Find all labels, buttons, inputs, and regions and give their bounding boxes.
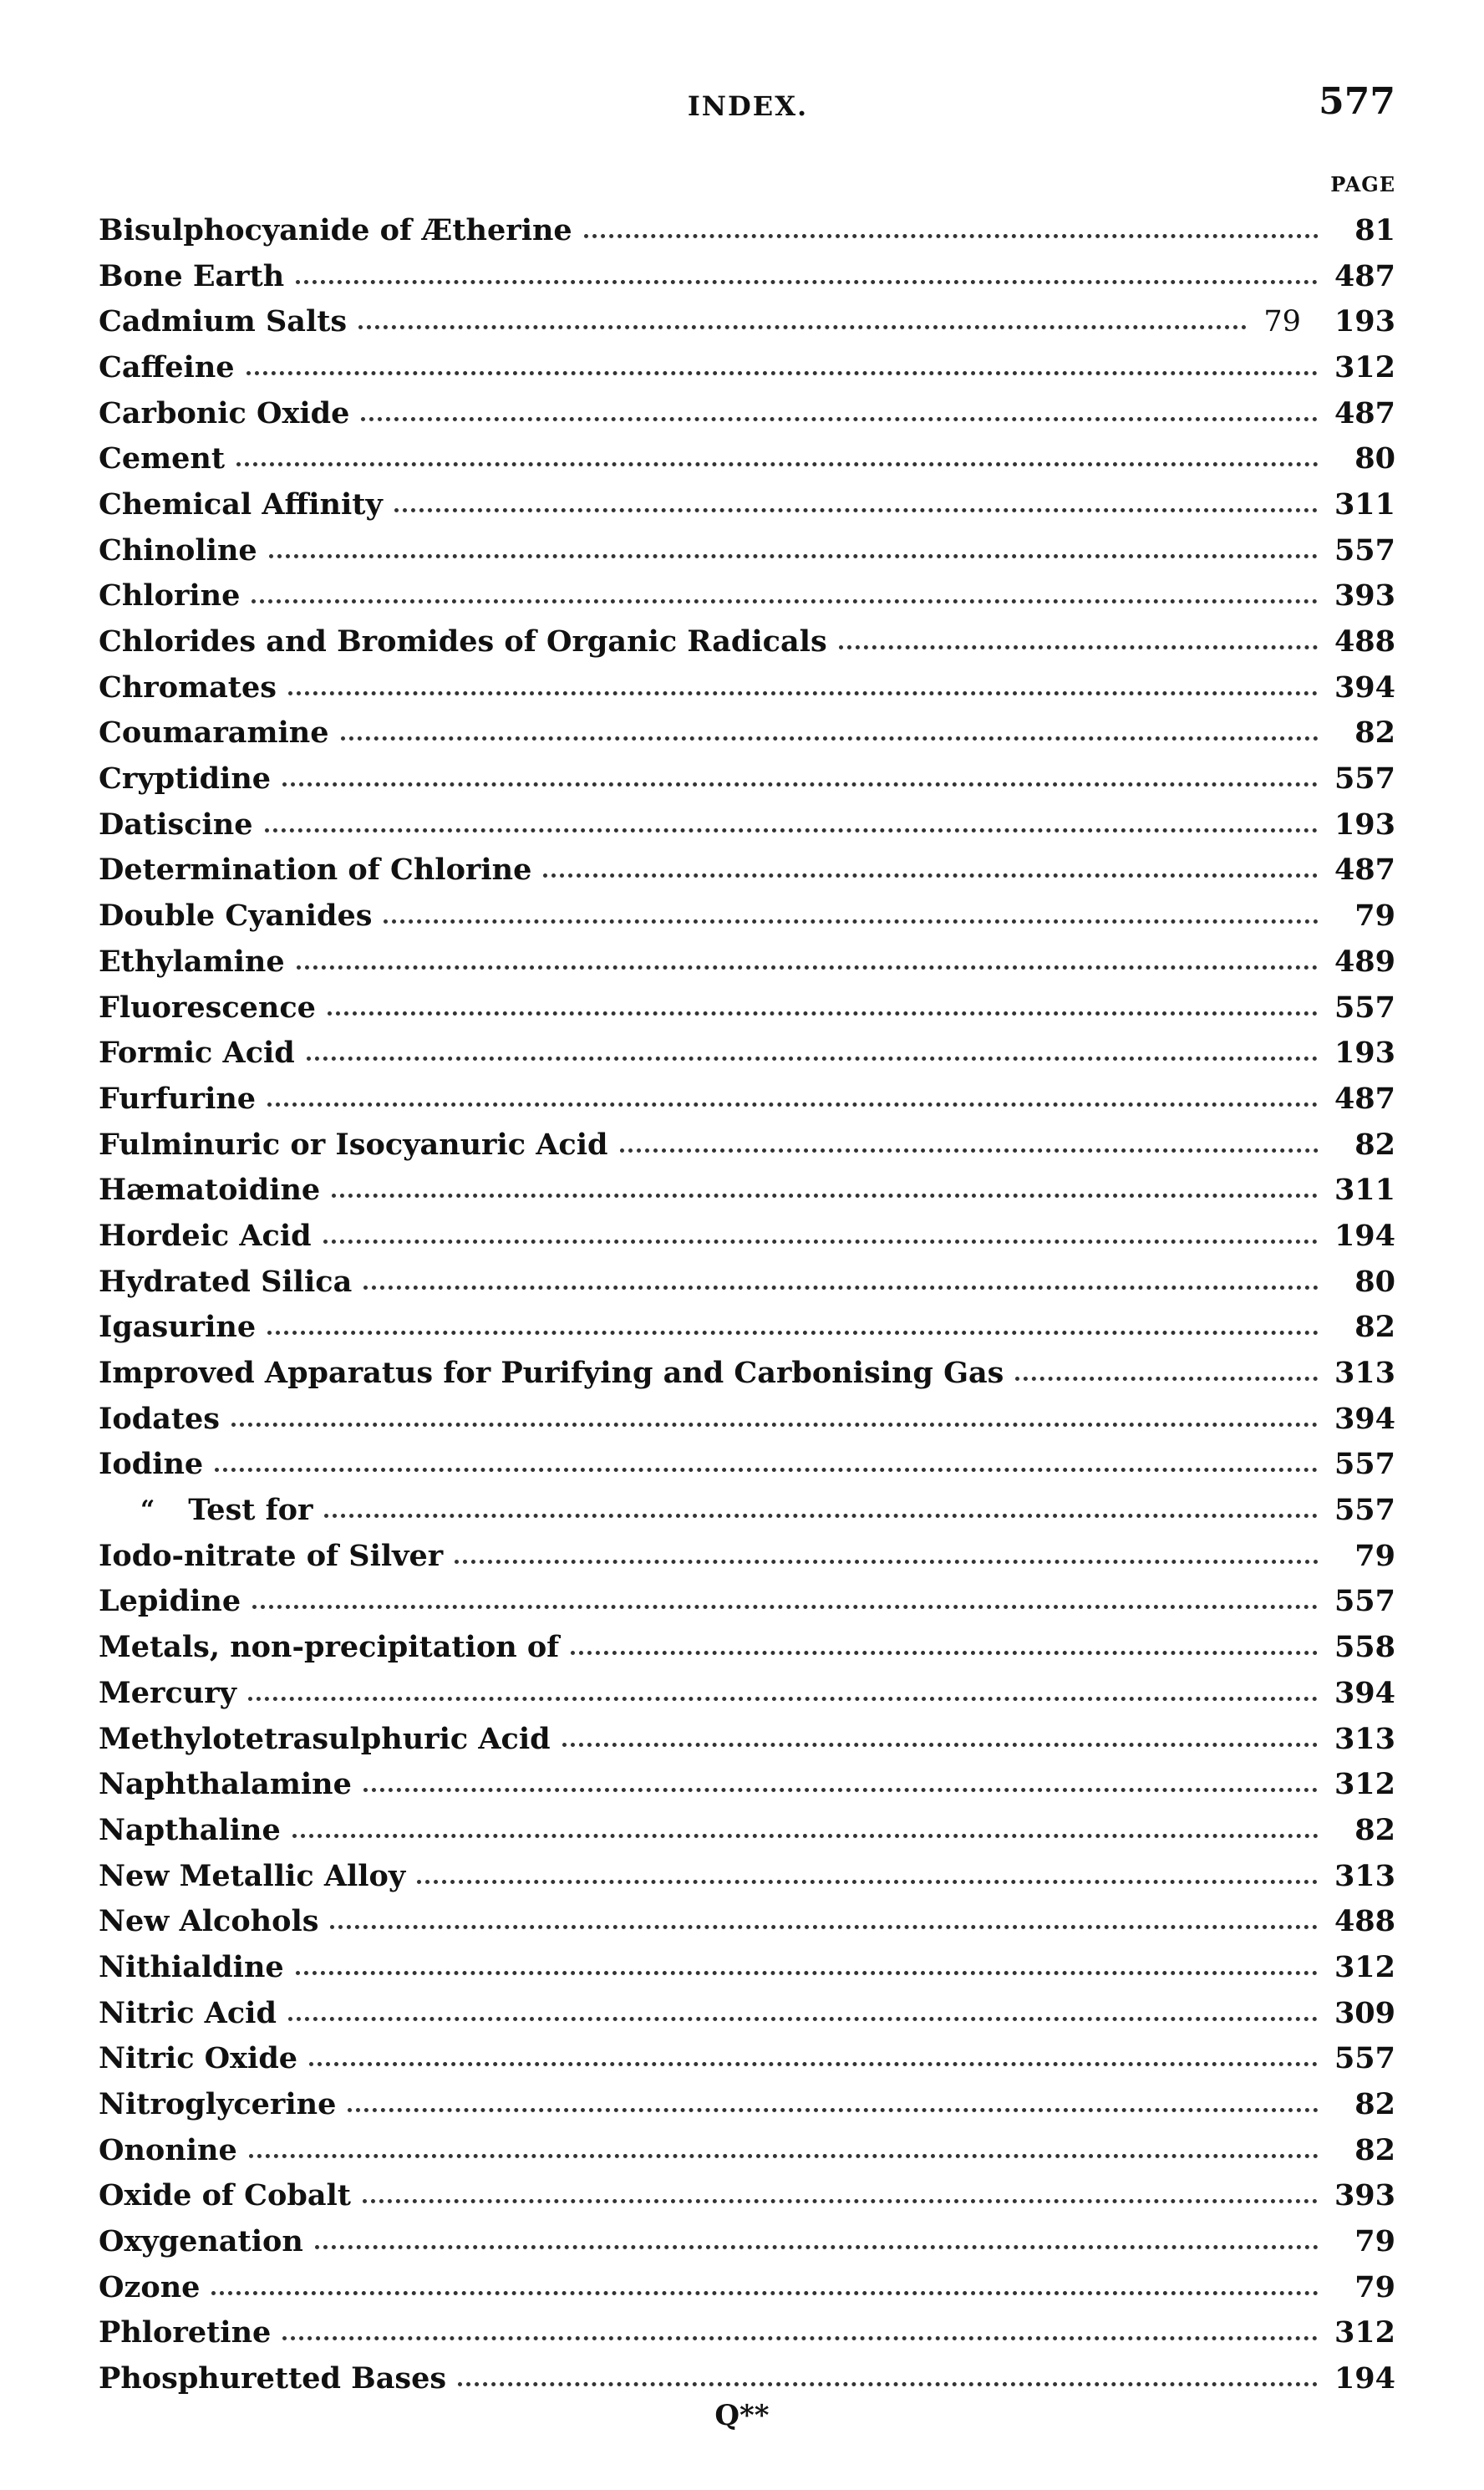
dot-leader bbox=[363, 1788, 1318, 1792]
entry-page-number: 312 bbox=[1334, 2315, 1395, 2350]
entry-page-number: 393 bbox=[1334, 578, 1395, 614]
page-column-heading: PAGE bbox=[1330, 172, 1395, 196]
entry-label: Cadmium Salts bbox=[99, 304, 348, 339]
entry-page-number: 557 bbox=[1334, 990, 1395, 1025]
index-entry bbox=[99, 893, 1395, 939]
entry-page-number: 79 bbox=[1354, 2269, 1395, 2304]
entry-page-number: 82 bbox=[1354, 1812, 1395, 1847]
index-entry bbox=[99, 207, 1395, 253]
entry-page-number: 394 bbox=[1334, 1401, 1395, 1436]
dot-leader bbox=[296, 280, 1318, 284]
dot-leader bbox=[297, 965, 1318, 970]
index-entry bbox=[99, 1761, 1395, 1807]
entry-page-number: 557 bbox=[1334, 1447, 1395, 1482]
index-entry bbox=[99, 1167, 1395, 1213]
entry-label: Coumaramine bbox=[99, 715, 329, 751]
entry-page-number: 193 bbox=[1334, 304, 1395, 339]
index-entry bbox=[99, 573, 1395, 619]
entry-extra-page: 79 bbox=[1263, 304, 1301, 339]
entry-page-number: 194 bbox=[1334, 2361, 1395, 2396]
dot-leader bbox=[363, 2199, 1318, 2203]
entry-page-number: 80 bbox=[1354, 1264, 1395, 1299]
entry-page-number: 488 bbox=[1334, 1904, 1395, 1939]
entry-label: Hydrated Silica bbox=[99, 1264, 353, 1299]
entry-label: Double Cyanides bbox=[99, 899, 373, 934]
dot-leader bbox=[562, 1743, 1318, 1747]
index-entry bbox=[99, 985, 1395, 1031]
entry-label: Igasurine bbox=[99, 1310, 257, 1345]
entry-label: Fulminuric or Isocyanuric Acid bbox=[99, 1127, 608, 1162]
entry-label: Phloretine bbox=[99, 2315, 272, 2350]
index-entry bbox=[99, 1716, 1395, 1762]
entry-label: Methylotetrasulphuric Acid bbox=[99, 1721, 551, 1756]
entry-label: Cryptidine bbox=[99, 761, 272, 797]
entry-page-number: 82 bbox=[1354, 715, 1395, 751]
index-entry bbox=[99, 2173, 1395, 2219]
entry-page-number: 82 bbox=[1354, 2132, 1395, 2167]
entry-page-number: 79 bbox=[1354, 1538, 1395, 1573]
entry-page-number: 82 bbox=[1354, 2087, 1395, 2122]
index-entry bbox=[99, 619, 1395, 665]
entry-page-number: 557 bbox=[1334, 1493, 1395, 1528]
entry-label: Nitric Acid bbox=[99, 1995, 277, 2030]
dot-leader bbox=[417, 1880, 1318, 1884]
entry-page-number: 81 bbox=[1354, 212, 1395, 247]
entry-page-number: 311 bbox=[1334, 486, 1395, 522]
entry-label: Chlorides and Bromides of Organic Radicals bbox=[99, 624, 827, 659]
dot-leader bbox=[252, 1605, 1318, 1609]
entry-page-number: 80 bbox=[1354, 441, 1395, 476]
index-entry bbox=[99, 435, 1395, 481]
entry-label: Iodates bbox=[99, 1401, 221, 1436]
index-entry bbox=[99, 1076, 1395, 1122]
entry-label: Lepidine bbox=[99, 1584, 241, 1619]
entry-page-number: 394 bbox=[1334, 670, 1395, 705]
entry-label: Chemical Affinity bbox=[99, 486, 383, 522]
index-entry bbox=[99, 2127, 1395, 2173]
index-entry bbox=[99, 2218, 1395, 2264]
index-entry bbox=[99, 2310, 1395, 2356]
dot-leader bbox=[341, 736, 1319, 741]
entry-page-number: 394 bbox=[1334, 1675, 1395, 1710]
entry-label: Fluorescence bbox=[99, 990, 316, 1025]
dot-leader bbox=[252, 599, 1318, 603]
index-entry bbox=[99, 1990, 1395, 2036]
dot-leader bbox=[361, 417, 1318, 421]
entry-label: Chromates bbox=[99, 670, 277, 705]
dot-leader bbox=[246, 371, 1318, 375]
index-entry bbox=[99, 1898, 1395, 1944]
entry-label: Determination of Chlorine bbox=[99, 853, 532, 888]
dot-leader bbox=[215, 1468, 1318, 1472]
index-entry bbox=[99, 1030, 1395, 1076]
entry-page-number: 313 bbox=[1334, 1721, 1395, 1756]
dot-leader bbox=[248, 1697, 1318, 1701]
entry-page-number: 194 bbox=[1334, 1218, 1395, 1253]
entry-page-number: 557 bbox=[1334, 2041, 1395, 2076]
entry-label: Caffeine bbox=[99, 349, 235, 384]
entry-label: Hæmatoidine bbox=[99, 1173, 321, 1208]
entry-label: Nithialdine bbox=[99, 1949, 284, 1984]
index-entry bbox=[99, 2036, 1395, 2082]
index-entry bbox=[99, 527, 1395, 573]
entry-label: Oxygenation bbox=[99, 2224, 303, 2259]
entry-label: Ethylamine bbox=[99, 944, 285, 979]
dot-leader bbox=[332, 1194, 1318, 1198]
entry-label: Hordeic Acid bbox=[99, 1218, 312, 1253]
dot-leader bbox=[620, 1148, 1319, 1153]
entry-page-number: 557 bbox=[1334, 761, 1395, 797]
entry-label: Cement bbox=[99, 441, 226, 476]
entry-page-number: 82 bbox=[1354, 1310, 1395, 1345]
entry-label: New Alcohols bbox=[99, 1904, 319, 1939]
entry-label: Chlorine bbox=[99, 578, 241, 614]
index-entry bbox=[99, 2081, 1395, 2127]
index-entry bbox=[99, 1624, 1395, 1670]
index-entry bbox=[99, 2355, 1395, 2401]
entry-label: Bone Earth bbox=[99, 258, 285, 293]
entry-page-number: 487 bbox=[1334, 1081, 1395, 1116]
dot-leader bbox=[315, 2245, 1319, 2249]
index-entry bbox=[99, 1533, 1395, 1579]
index-entry bbox=[99, 1487, 1395, 1533]
entry-label: Ononine bbox=[99, 2132, 237, 2167]
index-entry bbox=[99, 1670, 1395, 1716]
entry-page-number: 193 bbox=[1334, 1036, 1395, 1071]
entry-label: Carbonic Oxide bbox=[99, 395, 350, 430]
entry-page-number: 558 bbox=[1334, 1630, 1395, 1665]
entry-page-number: 313 bbox=[1334, 1858, 1395, 1893]
dot-leader bbox=[363, 1286, 1319, 1290]
entry-page-number: 312 bbox=[1334, 1767, 1395, 1802]
entry-page-number: 193 bbox=[1334, 807, 1395, 842]
index-entry bbox=[99, 1305, 1395, 1351]
index-entry bbox=[99, 298, 1395, 344]
dot-leader bbox=[1015, 1377, 1318, 1381]
entry-label: Ozone bbox=[99, 2269, 201, 2304]
index-entry bbox=[99, 1579, 1395, 1625]
dot-leader bbox=[543, 873, 1318, 878]
entry-label: Iodine bbox=[99, 1447, 204, 1482]
entry-page-number: 557 bbox=[1334, 532, 1395, 568]
entry-page-number: 79 bbox=[1354, 899, 1395, 934]
index-entry bbox=[99, 802, 1395, 848]
dot-leader bbox=[323, 1240, 1318, 1244]
index-entry bbox=[99, 1442, 1395, 1488]
running-head bbox=[100, 80, 1395, 130]
dot-leader bbox=[288, 691, 1318, 695]
dot-leader bbox=[584, 234, 1319, 238]
dot-leader bbox=[384, 919, 1319, 924]
dot-leader bbox=[211, 2291, 1319, 2295]
index-entry bbox=[99, 939, 1395, 985]
dot-leader bbox=[282, 782, 1318, 787]
entry-label: Iodo-nitrate of Silver bbox=[99, 1538, 444, 1573]
entry-label: Oxide of Cobalt bbox=[99, 2178, 351, 2213]
index-entry-list bbox=[99, 207, 1395, 2401]
dot-leader bbox=[236, 462, 1319, 466]
entry-label: Phosphuretted Bases bbox=[99, 2361, 447, 2396]
index-entry bbox=[99, 756, 1395, 802]
entry-page-number: 489 bbox=[1334, 944, 1395, 979]
entry-label: Naphthalamine bbox=[99, 1767, 352, 1802]
index-entry bbox=[99, 344, 1395, 390]
entry-label: Test for bbox=[188, 1493, 313, 1528]
index-entry bbox=[99, 253, 1395, 299]
signature-mark: Q** bbox=[714, 2399, 770, 2432]
dot-leader bbox=[328, 1011, 1318, 1016]
entry-label: Nitroglycerine bbox=[99, 2087, 337, 2122]
dot-leader bbox=[839, 645, 1318, 649]
page-number: 577 bbox=[1319, 80, 1395, 123]
index-entry bbox=[99, 390, 1395, 436]
entry-page-number: 487 bbox=[1334, 853, 1395, 888]
index-entry bbox=[99, 1944, 1395, 1990]
dot-leader bbox=[330, 1925, 1317, 1929]
entry-page-number: 393 bbox=[1334, 2178, 1395, 2213]
entry-label: Improved Apparatus for Purifying and Carbonising Gas bbox=[99, 1356, 1004, 1391]
entry-page-number: 313 bbox=[1334, 1356, 1395, 1391]
entry-label: Datiscine bbox=[99, 807, 253, 842]
dot-leader bbox=[267, 1331, 1319, 1335]
dot-leader bbox=[307, 1057, 1318, 1061]
dot-leader bbox=[288, 2017, 1318, 2021]
index-entry bbox=[99, 1853, 1395, 1899]
dot-leader bbox=[296, 1971, 1318, 1975]
entry-page-number: 487 bbox=[1334, 258, 1395, 293]
entry-label: Formic Acid bbox=[99, 1036, 295, 1071]
index-entry bbox=[99, 1350, 1395, 1396]
dot-leader bbox=[571, 1651, 1318, 1655]
entry-label: Furfurine bbox=[99, 1081, 257, 1116]
dot-leader bbox=[458, 2382, 1318, 2386]
entry-page-number: 488 bbox=[1334, 624, 1395, 659]
dot-leader bbox=[282, 2336, 1318, 2340]
entry-page-number: 79 bbox=[1354, 2224, 1395, 2259]
dot-leader bbox=[309, 2062, 1318, 2066]
dot-leader bbox=[324, 1514, 1317, 1518]
ditto-mark: “ bbox=[140, 1495, 155, 1525]
index-entry bbox=[99, 710, 1395, 756]
dot-leader bbox=[269, 554, 1318, 558]
entry-label: Metals, non-precipitation of bbox=[99, 1630, 560, 1665]
entry-label: New Metallic Alloy bbox=[99, 1858, 406, 1893]
index-entry bbox=[99, 1259, 1395, 1305]
entry-label: Mercury bbox=[99, 1675, 236, 1710]
index-entry bbox=[99, 1213, 1395, 1259]
dot-leader bbox=[348, 2108, 1319, 2112]
index-entry bbox=[99, 1122, 1395, 1168]
index-entry bbox=[99, 481, 1395, 527]
entry-page-number: 309 bbox=[1334, 1995, 1395, 2030]
dot-leader bbox=[231, 1423, 1318, 1427]
index-entry bbox=[99, 1396, 1395, 1442]
entry-label: Chinoline bbox=[99, 532, 257, 568]
entry-page-number: 311 bbox=[1334, 1173, 1395, 1208]
entry-page-number: 557 bbox=[1334, 1584, 1395, 1619]
entry-label: Napthaline bbox=[99, 1812, 281, 1847]
entry-page-number: 487 bbox=[1334, 395, 1395, 430]
index-entry bbox=[99, 2264, 1395, 2310]
entry-page-number: 312 bbox=[1334, 349, 1395, 384]
dot-leader bbox=[267, 1102, 1318, 1107]
dot-leader bbox=[265, 828, 1318, 833]
entry-label: Bisulphocyanide of Ætherine bbox=[99, 212, 572, 247]
dot-leader bbox=[455, 1560, 1319, 1564]
entry-label: Nitric Oxide bbox=[99, 2041, 298, 2076]
running-head-title: INDEX. bbox=[687, 90, 809, 122]
entry-page-number: 312 bbox=[1334, 1949, 1395, 1984]
dot-leader bbox=[358, 325, 1247, 329]
dot-leader bbox=[249, 2154, 1319, 2158]
entry-page-number: 82 bbox=[1354, 1127, 1395, 1162]
dot-leader bbox=[292, 1834, 1319, 1838]
index-entry bbox=[99, 1807, 1395, 1853]
index-entry bbox=[99, 665, 1395, 710]
dot-leader bbox=[394, 508, 1318, 512]
index-entry bbox=[99, 848, 1395, 894]
